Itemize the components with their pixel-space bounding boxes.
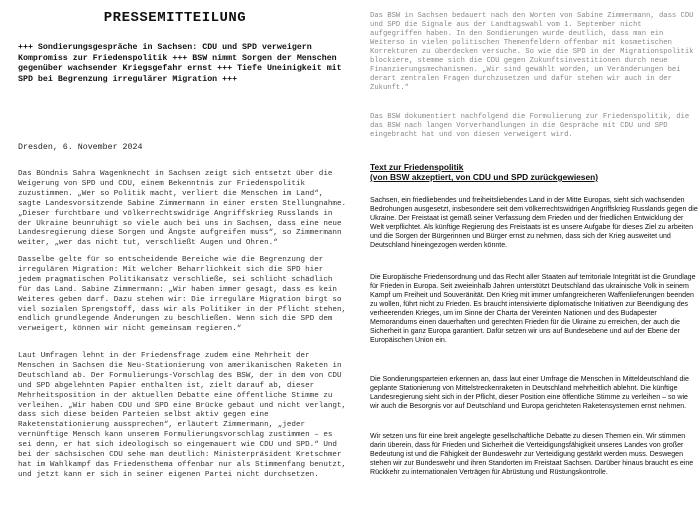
peace-text-heading-line-1: Text zur Friedenspolitik [370,162,464,172]
peace-text-heading-line-2: (von BSW akzeptiert, von CDU und SPD zurückgewiesen) [370,172,599,182]
press-release-right-page [362,0,700,511]
right-gray-paragraph-1: Das BSW in Sachsen bedauert nach den Worten von Sabine Zimmermann, dass CDU und SPD die Signale aus der Landtagswahl vom 1. September nicht aufgegriffen haben. In den Sondierungen wurde deutlich, dass man ein Weiterso in vielen politischen Themenfeldern offenbar mit kosmetischen Korrekturen zu überdecken versuche. So wie die SPD in der Migrationspolitik blockiere, stemme sich die CDU gegen Zukunftsinvestitionen durch neue Finanzierungsmechanismen. „Wir sind gewählt worden, um Veränderungen bei derart zentralen Fragen durchzusetzen und dafür stehen wir auch in der Zukunft.“ [370,12,694,92]
left-paragraph-3: Laut Umfragen lehnt in der Friedensfrage zudem eine Mehrheit der Menschen in Sachsen die Neu-Stationierung von amerikanischen Raketen in Deutschland ab. Der Formulierungs-Vorschlag des BSW, der in dem von CDU und SPD abgelehnten Papier enthalten ist, zielt darauf ab, dieser Mehrheitsposition in der aktuellen Debatte eine öffentliche Stimme zu verleihen. „Wir haben CDU und SPD eine Brücke gebaut und nicht verlangt, dass sich diese beiden Parteien selbst aktiv gegen eine Raketenstationierung aussprechen“, erläutert Zimmermann, „jeder vernünftige Mensch kann unserem Formulierungsvorschlag zustimmen – es sei denn, er hat sich ideologisch so eingemauert wie CDU und SPD.“ Und bei der sächsischen CDU sehe man deutlich: Ministerpräsident Kretschmer hat im Wahlkampf das Friedensthema offenbar nur als Stimmenfang benutzt, und jetzt kann er sich in seiner eigenen Partei nicht durchsetzen. [18,352,347,479]
peace-text-paragraph-3: Die Sondierungsparteien erkennen an, dass laut einer Umfrage die Menschen in Mitteldeutschland die geplante Stationierung von Mittelstreckenraketen in Deutschland mehrheitlich ablehnt. Die künftige Landesregierung sieht sich in der Pflicht, dieser Position eine öffentliche Stimme zu verleihen – so wie wir auch die Besorgnis vor auf Deutschland und Europa gerichteten Raketensystemen ernst nehmen. [370,376,689,410]
peace-text-paragraph-2: Die Europäische Friedensordnung und das Recht aller Staaten auf territoriale Integrität ist die Grundlage für Frieden in Europa. Seit zweieinhalb Jahren unterstützt Deutschland das ukrainische Volk in seinem Kampf um Freiheit und Souveränität. Den Krieg mit immer umfangreicheren Waffenlieferungen beenden zu wollen, führt nicht zu Frieden. Es braucht intensivierte diplomatische Initiativen zur Beendigung des verheerenden Krieges, um im Sinne der Charta der Vereinten Nationen und des Budapester Memorandums einen dauerhaften und gerechten Frieden für die Ukraine zu erreichen, der auch die Sicherheit in ganz Europa garantiert. Dafür setzen wir uns auf Bundesebene und auf der Ebene der Europäischen Union ein. [370,274,696,344]
left-paragraph-1: Das Bündnis Sahra Wagenknecht in Sachsen zeigt sich entsetzt über die Weigerung von SPD und CDU, einem Bekenntnis zur Friedenspolitik zuzustimmen. „Wer so Politik macht, verliert die Menschen im Land“, sagte Landesvorsitzende Sabine Zimmermann in einer ersten Stellungnahme. „Dieser furchtbare und völkerrechtswidrige Angriffskrieg Russlands in der Ukraine beunruhigt so viele auch bei uns in Sachsen, dass eine neue Landesregierung diese Sorgen und Ängste aufgreifen muss“, so Zimmermann weiter, „wer das nicht tut, verschließt Augen und Ohren.“ [18,170,347,248]
dateline: Dresden, 6. November 2024 [18,143,143,152]
right-gray-paragraph-2: Das BSW dokumentiert nachfolgend die Formulierung zur Friedenspolitik, die das BSW nach langen Vorverhandlungen in die Gespräche mit CDU und SPD eingebracht hat und von diesen verweigert wird. [370,113,690,139]
peace-text-paragraph-4: Wir setzen uns für eine breit angelegte gesellschaftliche Debatte zu diesen Themen ein. Wir stimmen darin überein, dass für Frieden und Sicherheit die Verteidigungsfähigkeit unseres Landes von großer Bedeutung ist und die Fähigkeit der Bundeswehr zur Verteidigung gestärkt werden muss. Deswegen stehen wir zur Bundeswehr und ihren Standorten im Freistaat Sachsen. Darüber hinaus braucht es eine Rückkehr zu internationalen Verträgen für Abrüstung und Rüstungskontrolle. [370,433,694,476]
press-release-title: PRESSEMITTEILUNG [103,10,247,26]
left-paragraph-2: Dasselbe gelte für so entscheidende Bereiche wie die Begrenzung der irregulären Migration: Mit welcher Beharrlichkeit sich die SPD hier jedem pragmatischen Politikansatz verschließe, sei schlicht schädlich für das Land. Sabine Zimmermann: „Wir haben immer gesagt, dass es kein Weiteres geben darf. Dazu stehen wir: Die irreguläre Migration birgt so viel sozialen Sprengstoff, dass wir als Politiker in der Pflicht stehen, endlich grundlegende Änderungen zu beschließen. Wenn sich die SPD dem verweigert, können wir nicht gemeinsam regieren.“ [18,256,347,334]
peace-text-heading [370,162,598,182]
press-release-headline: +++ Sondierungsgespräche in Sachsen: CDU und SPD verweigern Kompromiss zur Friedenspolitik +++ BSW nimmt Sorgen der Menschen gegenüber wachsender Kriegsgefahr ernst +++ Tiefe Uneinigkeit mit SPD bei Begrenzung irregulärer Migration +++ [18,43,342,84]
peace-text-paragraph-1: Sachsen, ein friedliebendes und freiheitsliebendes Land in der Mitte Europas, sieht sich wachsenden Bedrohungen ausgesetzt, insbesondere seit dem völkerrechtswidrigen Angriffskrieg Russlands gegen die Ukraine. Der Freistaat ist gemäß seiner Verfassung dem Frieden und der friedlichen Entwicklung der Welt verpflichtet. Als künftige Regierung des Freistaats ist es unsere Aufgabe für dieses Ziel zu arbeiten und die Sorgen der Bürgerinnen und Bürger ernst zu nehmen, dass sich der Krieg ausweitet und Deutschland hineingezogen werden könnte. [370,197,698,249]
